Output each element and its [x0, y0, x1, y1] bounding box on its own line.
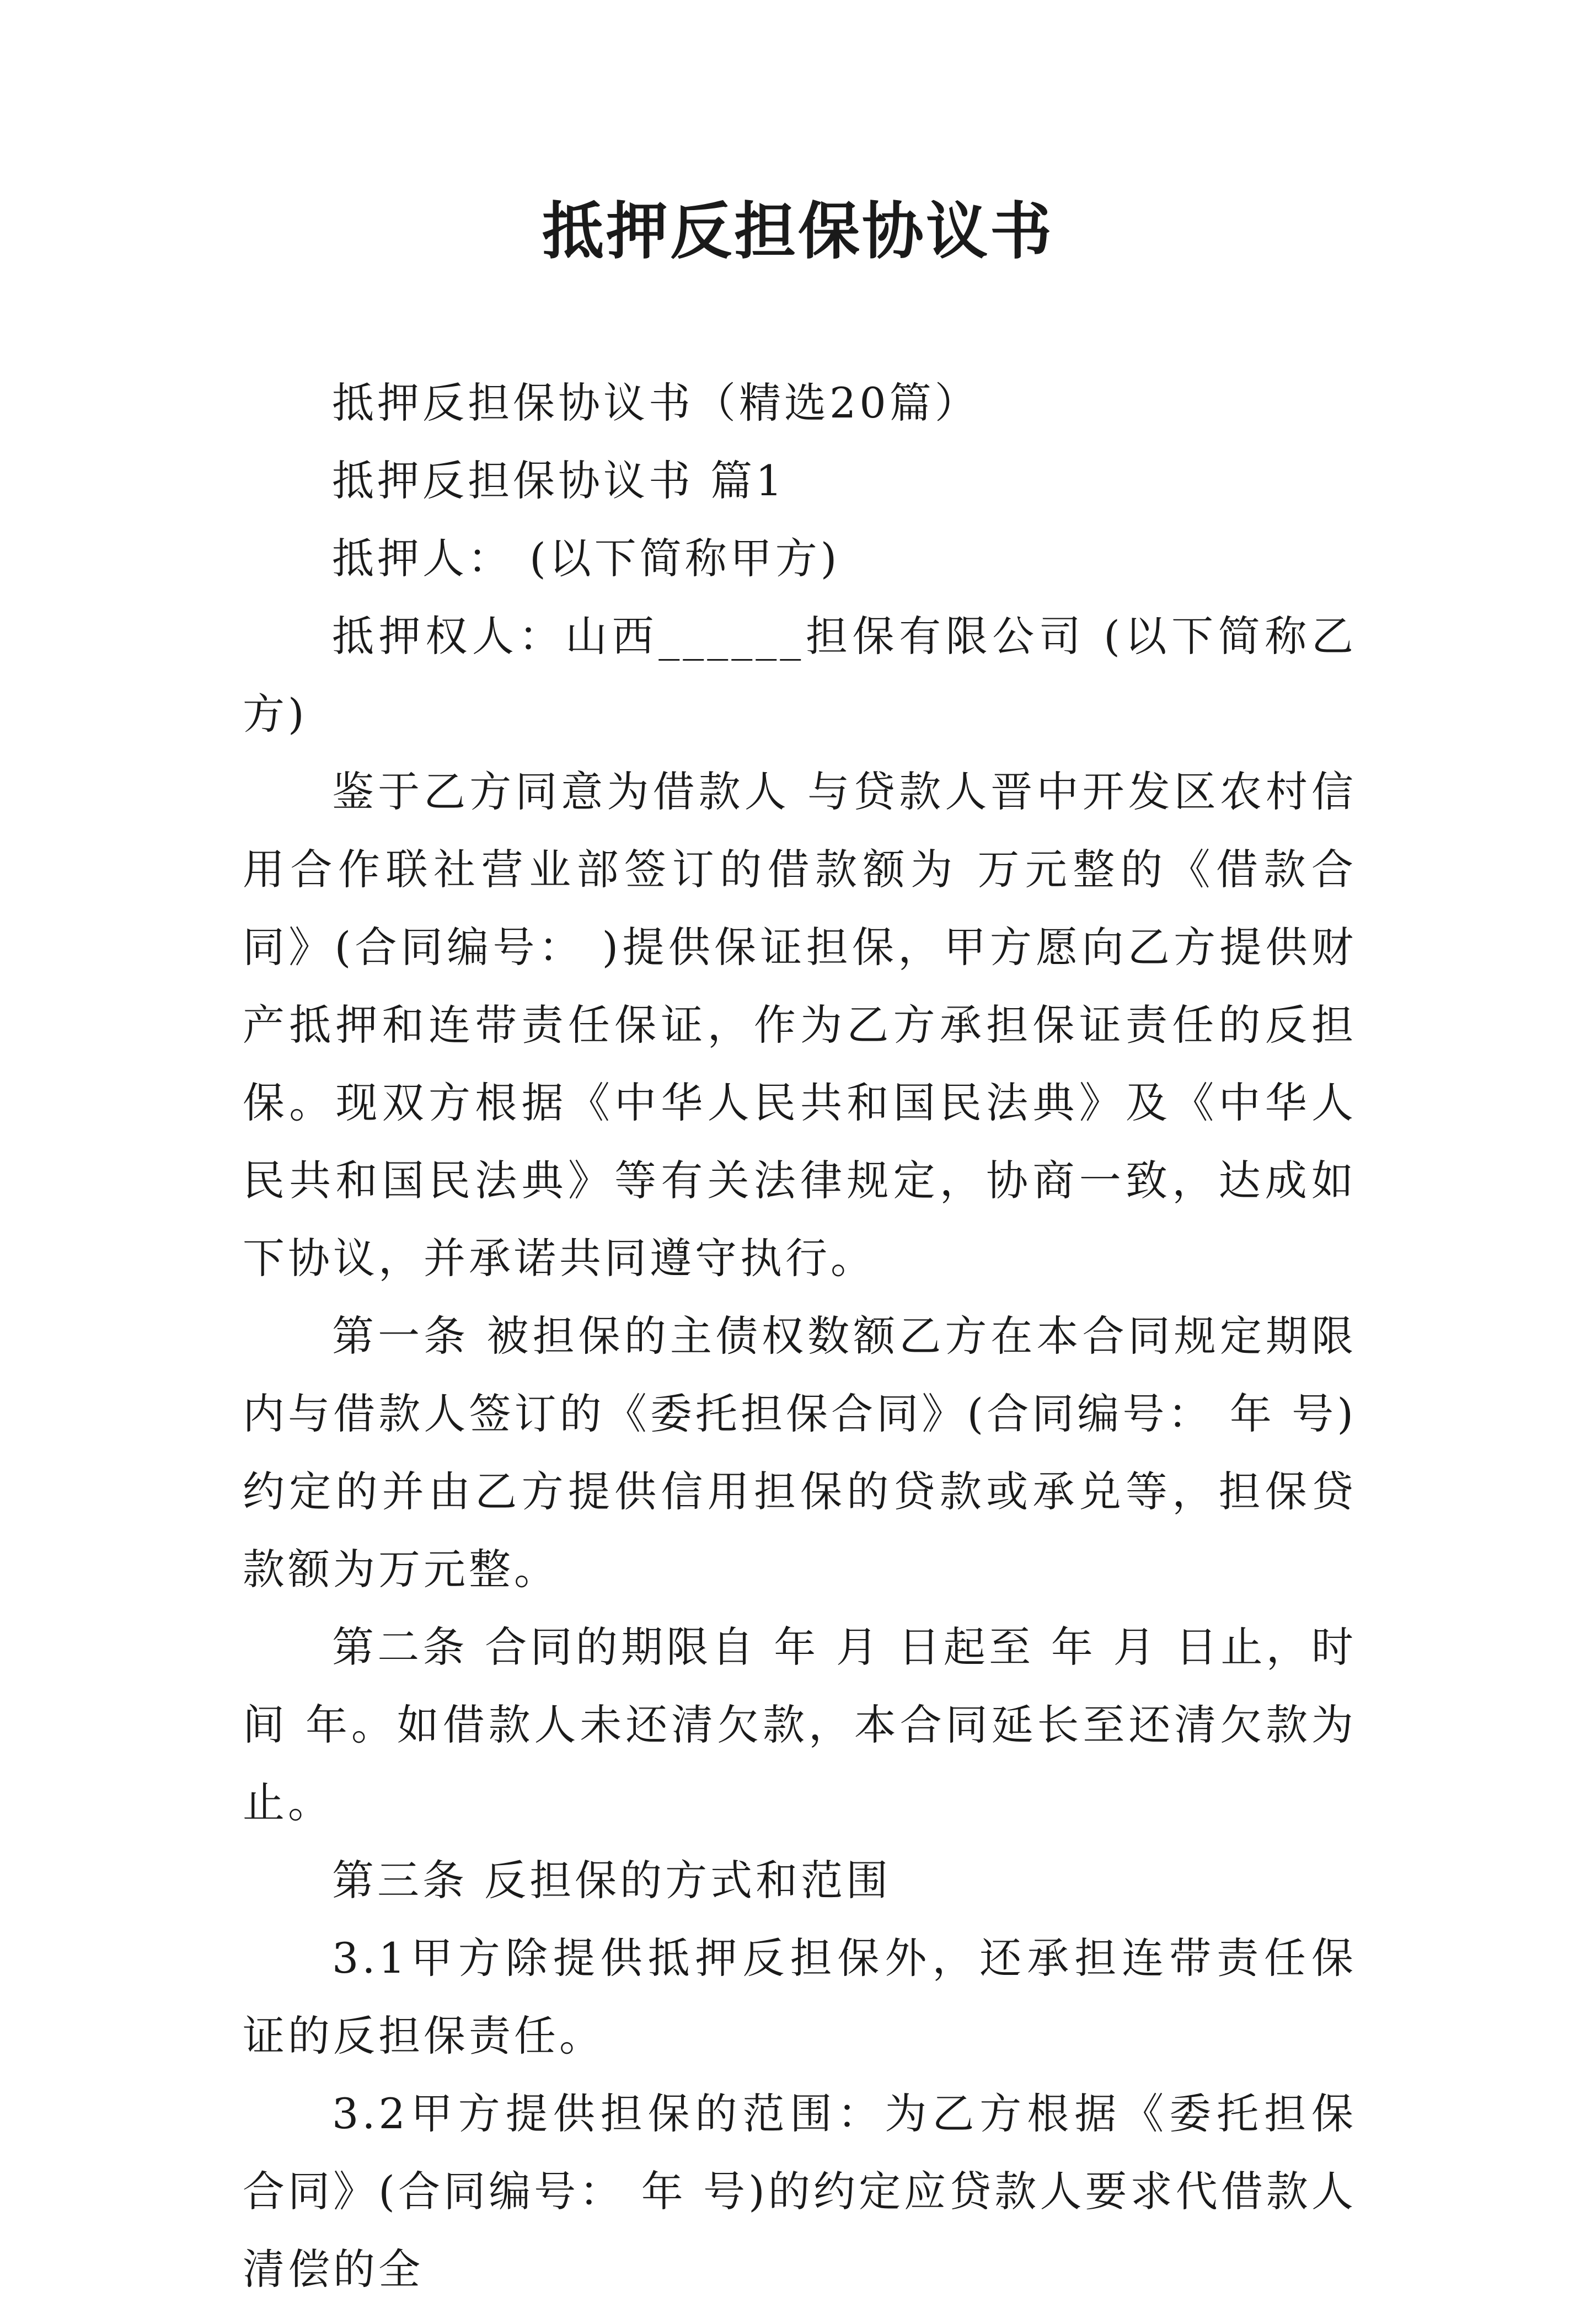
clause-3-2-paragraph: 3.2甲方提供担保的范围：为乙方根据《委托担保合同》(合同编号： 年 号)的约定应贷款人要求代借款人清偿的全 [243, 2089, 1357, 2294]
preamble-paragraph: 鉴于乙方同意为借款人 与贷款人晋中开发区农村信用合作联社营业部签订的借款额为 万元整的《借款合同》(合同编号： )提供保证担保，甲方愿向乙方提供财产抵押和连带责任保证，作为乙方承担保证责任的反担保。现双方根据《中华人民共和国民法典》及《中华人民共和国民法典》等有关法律规定，协商一致，达成如下协议，并承诺共同遵守执行。 [243, 767, 1357, 1283]
clause-3-heading: 第三条 反担保的方式和范围 [332, 1856, 892, 1905]
clause-3-1-paragraph: 3.1甲方除提供抵押反担保外，还承担连带责任保证的反担保责任。 [243, 1934, 1357, 2060]
collection-subtitle: 抵押反担保协议书（精选20篇） [332, 378, 980, 427]
article-heading: 抵押反担保协议书 篇1 [332, 456, 786, 505]
document-title: 抵押反担保协议书 [542, 195, 1054, 267]
clause-1-paragraph: 第一条 被担保的主债权数额乙方在本合同规定期限内与借款人签订的《委托担保合同》(合同编号： 年 号)约定的并由乙方提供信用担保的贷款或承兑等，担保贷款额为万元整。 [243, 1311, 1357, 1594]
mortgagee-line: 抵押权人：山西______担保有限公司 (以下简称乙方) [243, 612, 1357, 738]
clause-2-paragraph: 第二条 合同的期限自 年 月 日起至 年 月 日止，时间 年。如借款人未还清欠款，本合同延长至还清欠款为止。 [243, 1622, 1357, 1827]
document-body [243, 364, 1357, 2308]
mortgagor-line: 抵押人： (以下简称甲方) [332, 534, 840, 583]
